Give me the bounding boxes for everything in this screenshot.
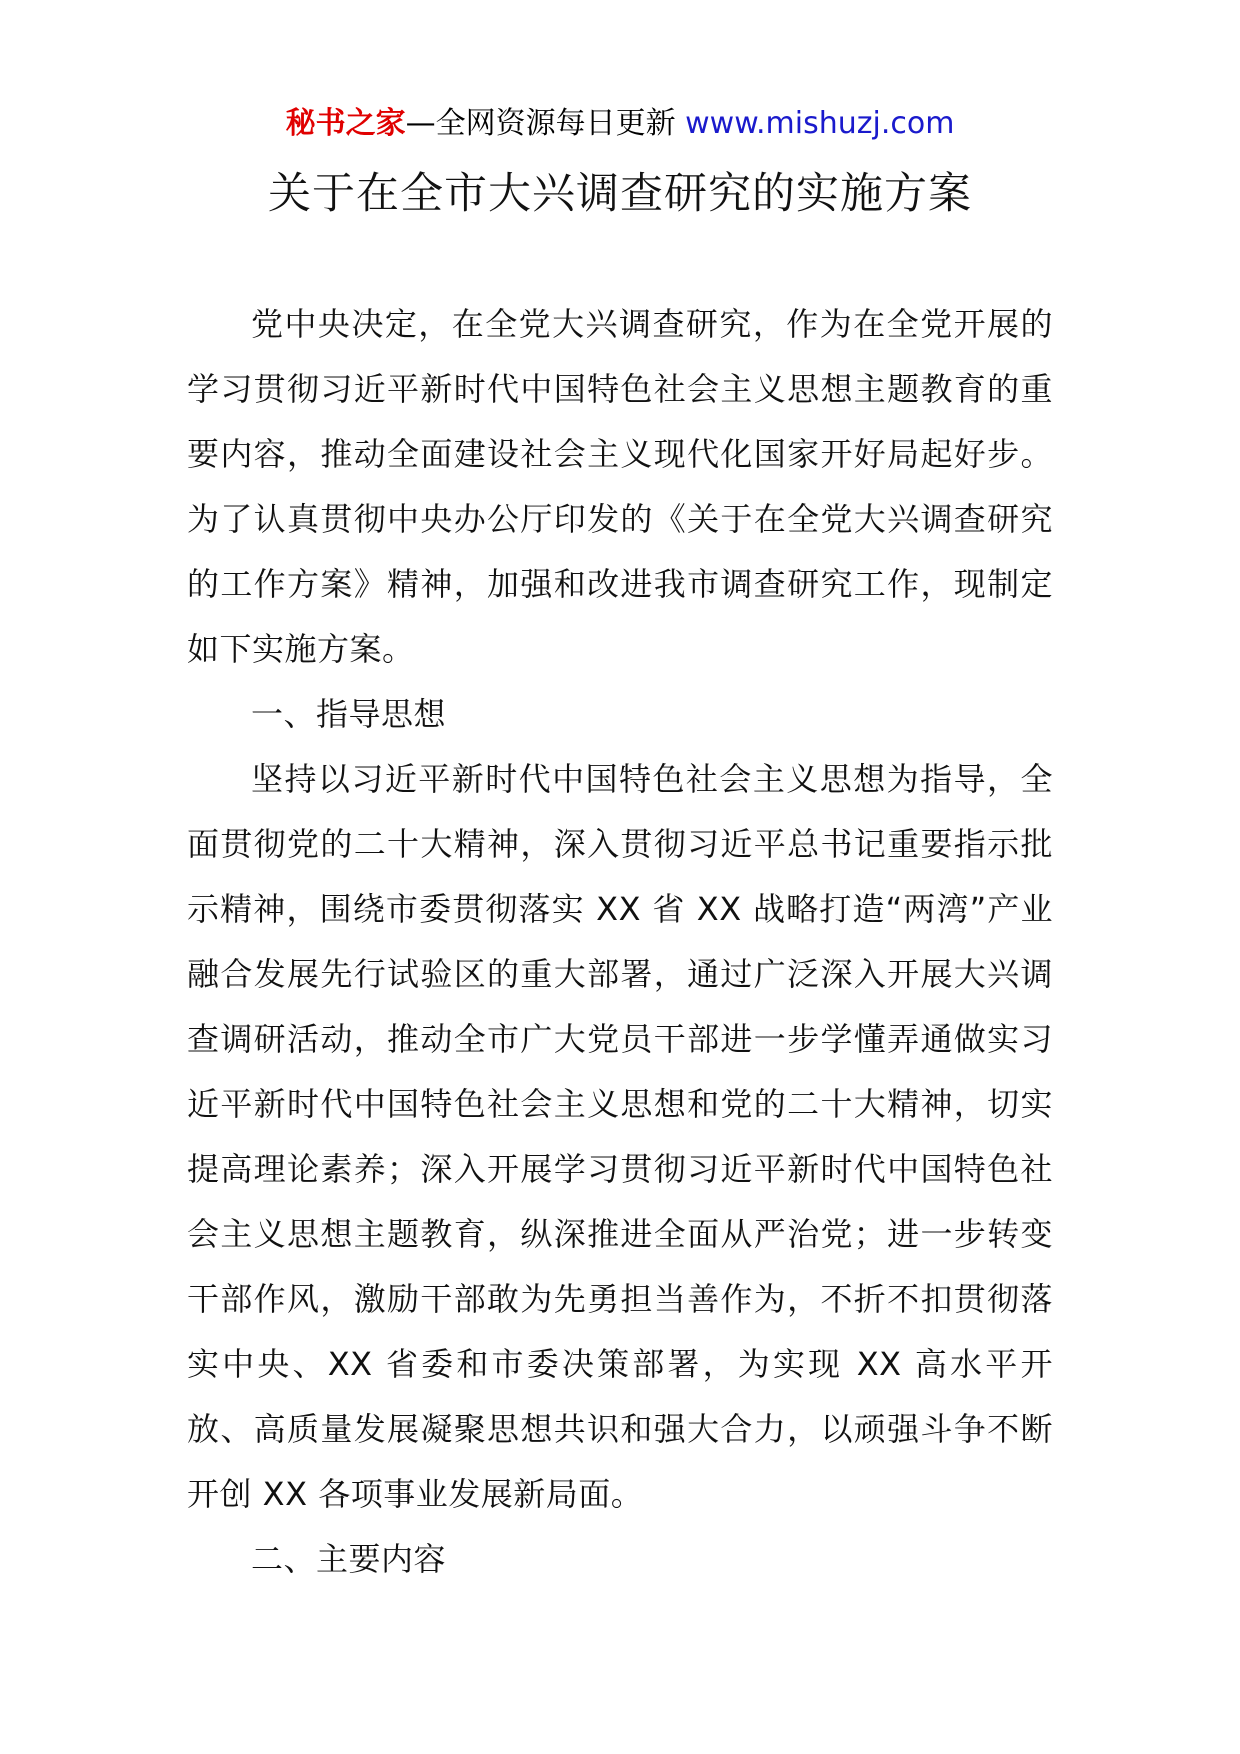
brand-name: 秘书之家	[285, 106, 406, 141]
section-heading-guiding-thought: 一、指导思想	[251, 695, 447, 733]
intro-paragraph: 党中央决定，在全党大兴调查研究，作为在全党开展的学习贯彻习近平新时代中国特色社会主义思想主题教育的重要内容，推动全面建设社会主义现代化国家开好局起好步。为了认真贯彻中央办公厅印发的《关于在全党大兴调查研究的工作方案》精神，加强和改进我市调查研究工作，现制定如下实施方案。	[187, 305, 1053, 668]
guiding-thought-paragraph: 坚持以习近平新时代中国特色社会主义思想为指导，全面贯彻党的二十大精神，深入贯彻习近平总书记重要指示批示精神，围绕市委贯彻落实 XX 省 XX 战略打造“两湾”产业融合发展先行试验区的重大部署，通过广泛深入开展大兴调查调研活动，推动全市广大党员干部进一步学懂弄通做实习近平新时代中国特色社会主义思想和党的二十大精神，切实提高理论素养；深入开展学习贯彻习近平新时代中国特色社会主义思想主题教育，纵深推进全面从严治党；进一步转变干部作风，激励干部敢为先勇担当善作为，不折不扣贯彻落实中央、XX 省委和市委决策部署，为实现 XX 高水平开放、高质量发展凝聚思想共识和强大合力，以顽强斗争不断开创 XX 各项事业发展新局面。	[187, 760, 1053, 1513]
document-title: 关于在全市大兴调查研究的实施方案	[268, 169, 972, 219]
watermark-header	[0, 102, 1240, 146]
site-url-link[interactable]: www.mishuzj.com	[685, 106, 955, 141]
header-tagline: —全网资源每日更新	[405, 106, 686, 141]
section-heading-main-content: 二、主要内容	[251, 1540, 447, 1578]
document-body	[187, 292, 1053, 1592]
